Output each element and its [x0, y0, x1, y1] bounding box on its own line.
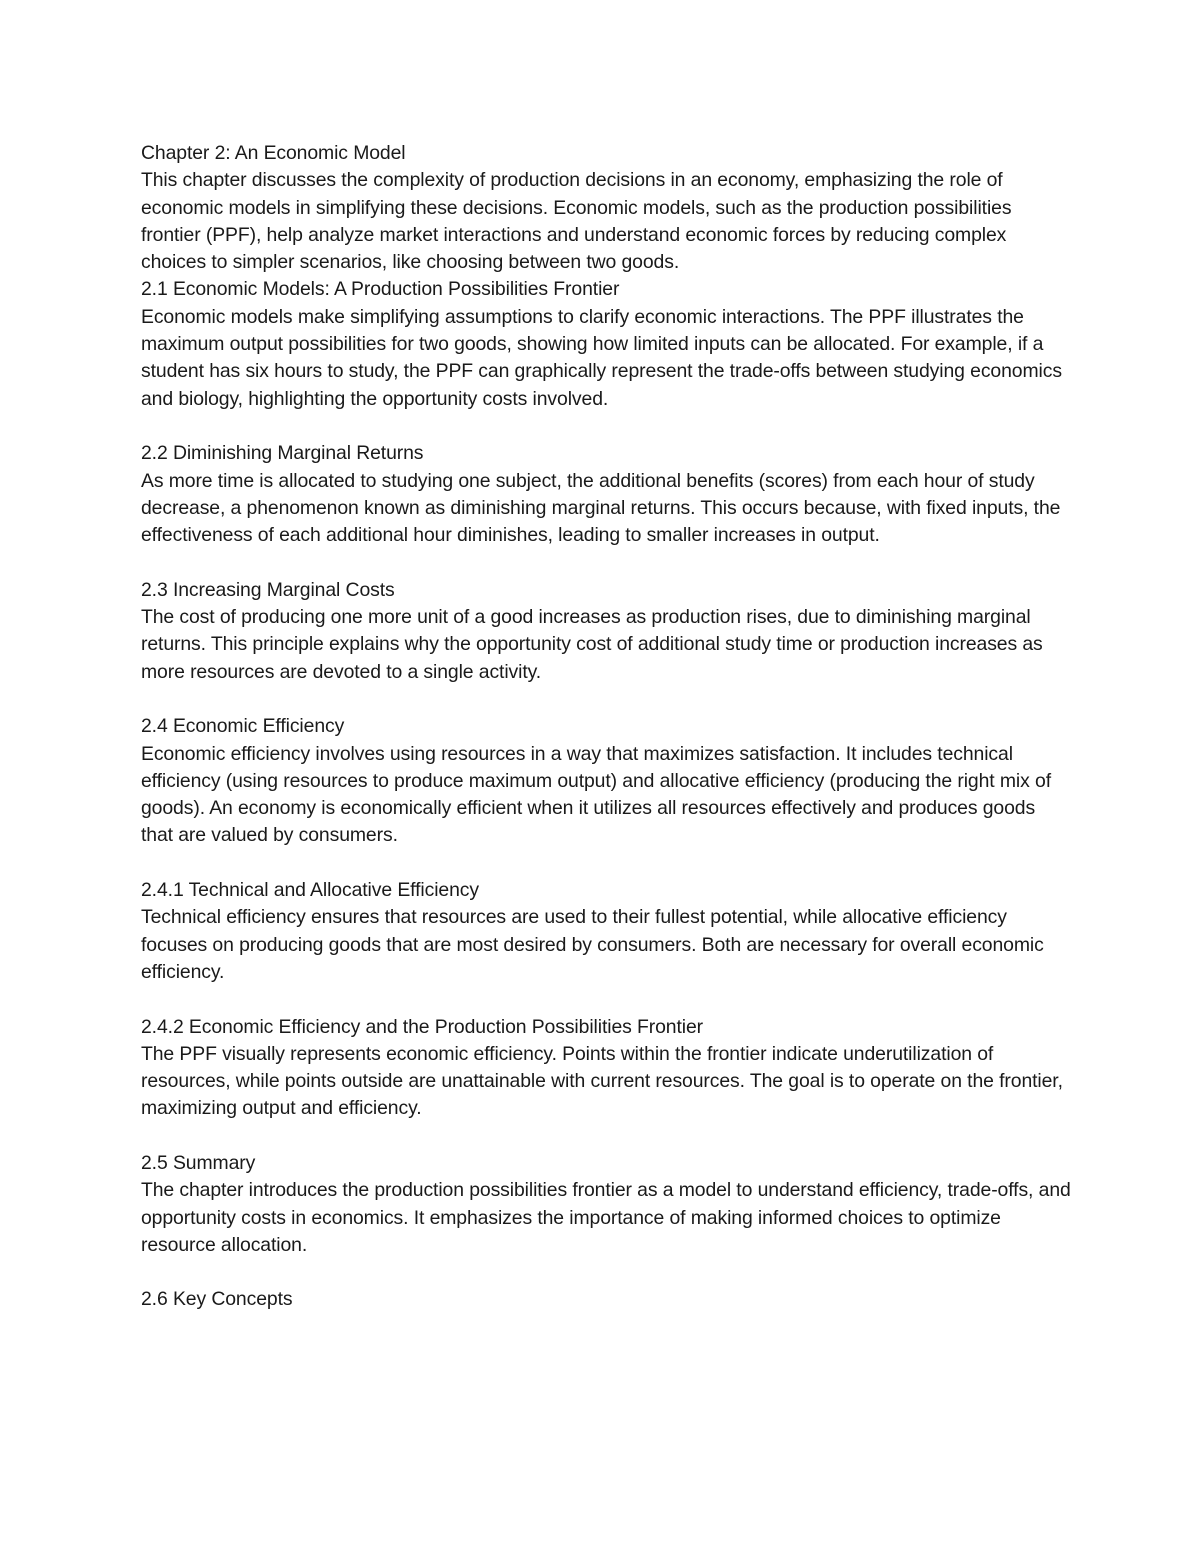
- section-2-4: [141, 713, 1071, 849]
- chapter-title: Chapter 2: An Economic Model: [141, 142, 406, 164]
- section-body: Economic models make simplifying assumptions to clarify economic interactions. The PPF illustrates the maximum output possibilities for two goods, showing how limited inputs can be allocated. For example, if a student has six hours to study, the PPF can graphically represent the trade-offs between studying economics and biology, highlighting the opportunity costs involved.: [141, 305, 1062, 410]
- section-body: Economic efficiency involves using resources in a way that maximizes satisfaction. It includes technical efficiency (using resources to produce maximum output) and allocative efficiency (producing the right mix of goods). An economy is economically efficient when it utilizes all resources effectively and produces goods that are valued by consumers.: [141, 742, 1051, 847]
- section-body: As more time is allocated to studying one subject, the additional benefits (scores) from each hour of study decrease, a phenomenon known as diminishing marginal returns. This occurs because, with fixed inputs, the effectiveness of each additional hour diminishes, leading to smaller increases in output.: [141, 469, 1061, 547]
- section-2-5: [141, 1150, 1071, 1259]
- section-2-4-1: [141, 877, 1071, 986]
- section-2-2: [141, 440, 1071, 549]
- section-2-6: [141, 1286, 1071, 1313]
- section-heading: 2.4 Economic Efficiency: [141, 715, 345, 738]
- section-2-1: [141, 276, 1071, 412]
- section-heading: 2.4.2 Economic Efficiency and the Production Possibilities Frontier: [141, 1015, 704, 1038]
- section-heading: 2.2 Diminishing Marginal Returns: [141, 442, 424, 465]
- document-page: [141, 140, 1071, 1341]
- section-2-3: [141, 577, 1071, 686]
- intro-paragraph: This chapter discusses the complexity of production decisions in an economy, emphasizing the role of economic models in simplifying these decisions. Economic models, such as the production possibilities frontier (PPF), help analyze market interactions and understand economic forces by reducing complex choices to simpler scenarios, like choosing between two goods.: [141, 169, 1012, 274]
- section-body: The PPF visually represents economic efficiency. Points within the frontier indicate underutilization of resources, while points outside are unattainable with current resources. The goal is to operate on the frontier, maximizing output and efficiency.: [141, 1042, 1063, 1120]
- section-heading: 2.4.1 Technical and Allocative Efficiency: [141, 879, 479, 902]
- section-heading: 2.1 Economic Models: A Production Possibilities Frontier: [141, 278, 620, 301]
- section-body: Technical efficiency ensures that resources are used to their fullest potential, while allocative efficiency focuses on producing goods that are most desired by consumers. Both are necessary for overall economic efficiency.: [141, 906, 1044, 983]
- section-heading: 2.3 Increasing Marginal Costs: [141, 578, 395, 601]
- section-heading: 2.5 Summary: [141, 1151, 256, 1174]
- section-2-4-2: [141, 1014, 1071, 1123]
- section-heading: 2.6 Key Concepts: [141, 1288, 293, 1311]
- section-body: The chapter introduces the production possibilities frontier as a model to understand efficiency, trade-offs, and opportunity costs in economics. It emphasizes the importance of making informed choices to optimize resource allocation.: [141, 1179, 1071, 1256]
- section-body: The cost of producing one more unit of a good increases as production rises, due to diminishing marginal returns. This principle explains why the opportunity cost of additional study time or production increases as more resources are devoted to a single activity.: [141, 606, 1043, 683]
